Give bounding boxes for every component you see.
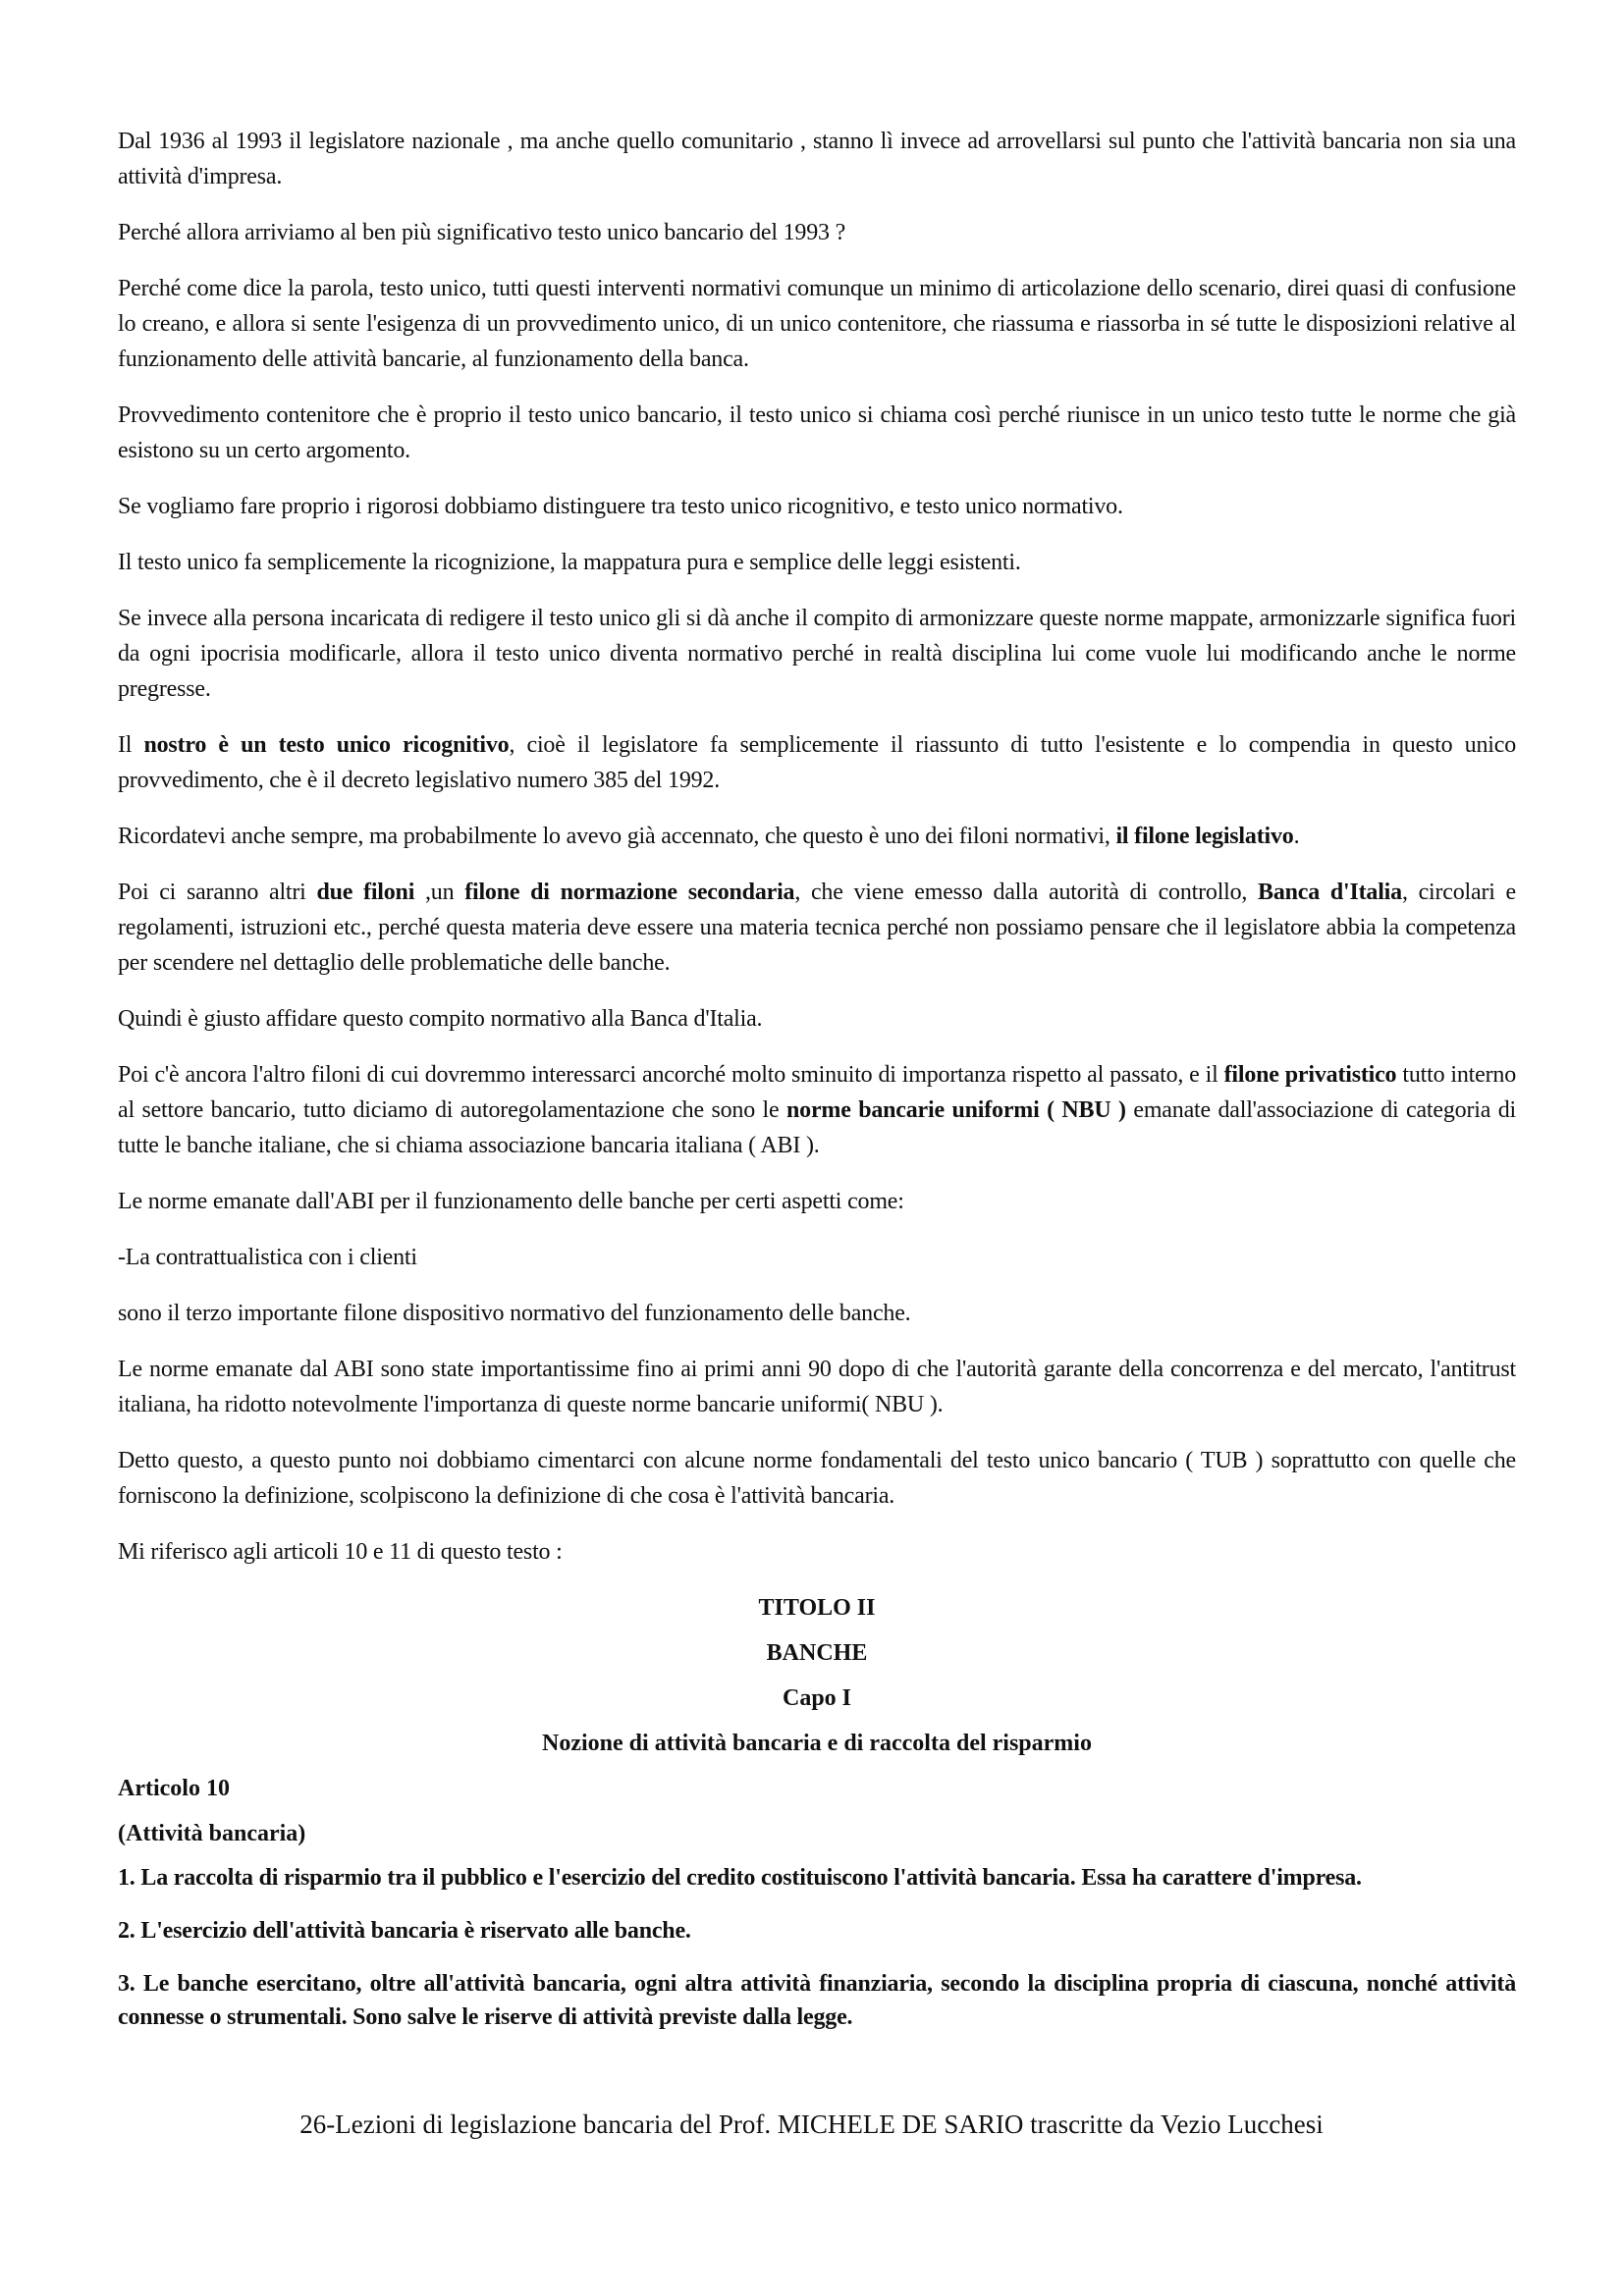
text-run: Perché come dice la parola, testo unico, tutti questi interventi normativi comunque un minimo di articolazione dello scenario, direi quasi di confusione lo creano, e allora si sente l'esigenza di un provvedimento unico, di un unico contenitore, che riassuma e riassorba in sé tutte le disposizioni relative al funzionamento delle attività bancarie, al funzionamento della banca. — [118, 276, 1516, 372]
body-text — [118, 124, 1516, 1570]
article-clause: 2. L'esercizio dell'attività bancaria è riservato alle banche. — [118, 1918, 691, 1944]
article-subtitle: (Attività bancaria) — [118, 1821, 306, 1846]
text-run: Poi c'è ancora l'altro filoni di cui dovremmo interessarci ancorché molto sminuito di importanza rispetto al passato, e il — [118, 1062, 1224, 1088]
text-run: Dal 1936 al 1993 il legislatore nazionale , ma anche quello comunitario , stanno lì invece ad arrovellarsi sul punto che l'attività bancaria non sia una attività d'impresa. — [118, 129, 1516, 189]
article-clause: 1. La raccolta di risparmio tra il pubblico e l'esercizio del credito costituiscono l'attività bancaria. Essa ha carattere d'impresa. — [118, 1865, 1362, 1891]
paragraph — [118, 124, 1516, 194]
paragraph — [118, 727, 1516, 798]
text-run: . — [1293, 824, 1300, 849]
text-run: Le norme emanate dal ABI sono state importantissime fino ai primi anni 90 dopo di che l'autorità garante della concorrenza e del mercato, l'antitrust italiana, ha ridotto notevolmente l'importanza di queste norme bancarie uniformi( NBU ). — [118, 1357, 1516, 1417]
text-run: Quindi è giusto affidare questo compito normativo alla Banca d'Italia. — [118, 1006, 763, 1032]
paragraph — [118, 215, 1516, 250]
paragraph — [118, 1296, 1516, 1331]
text-run: ,un — [414, 880, 465, 905]
bold-text: filone di normazione secondaria — [464, 880, 795, 905]
bold-text: Banca d'Italia — [1258, 880, 1402, 905]
article-title: Articolo 10 — [118, 1776, 230, 1801]
text-run: Ricordatevi anche sempre, ma probabilmente lo avevo già accennato, che questo è uno dei filoni normativi, — [118, 824, 1116, 849]
paragraph — [118, 489, 1516, 524]
heading-capo: Capo I — [782, 1685, 852, 1711]
text-run: Il — [118, 732, 144, 758]
paragraph — [118, 1534, 1516, 1570]
bold-text: nostro è un testo unico ricognitivo — [143, 732, 510, 758]
text-run: Il testo unico fa semplicemente la ricognizione, la mappatura pura e semplice delle leggi esistenti. — [118, 550, 1021, 575]
text-run: sono il terzo importante filone dispositivo normativo del funzionamento delle banche. — [118, 1301, 911, 1326]
paragraph — [118, 1184, 1516, 1219]
paragraph — [118, 819, 1516, 854]
paragraph — [118, 601, 1516, 707]
paragraph — [118, 1057, 1516, 1163]
text-run: Se vogliamo fare proprio i rigorosi dobbiamo distinguere tra testo unico ricognitivo, e testo unico normativo. — [118, 494, 1123, 519]
paragraph — [118, 545, 1516, 580]
bold-text: il filone legislativo — [1115, 824, 1294, 849]
text-run: Mi riferisco agli articoli 10 e 11 di questo testo : — [118, 1539, 563, 1565]
heading-titolo: TITOLO II — [758, 1595, 876, 1621]
text-run: , cioè il legislatore fa semplicemente il riassunto di tutto l'esistente e lo compendia in questo unico provvedimento, che è il decreto legislativo numero 385 del 1992. — [118, 732, 1516, 793]
text-run: , circolari e regolamenti, istruzioni etc., perché questa materia deve essere una materia tecnica perché non possiamo pensare che il legislatore abbia la competenza per scendere nel dettaglio delle problematiche delle banche. — [118, 880, 1516, 976]
paragraph — [118, 1443, 1516, 1514]
text-run: Poi ci saranno altri — [118, 880, 317, 905]
text-run: emanate dall'associazione di categoria di tutte le banche italiane, che si chiama associazione bancaria italiana ( ABI ). — [118, 1097, 1516, 1158]
paragraph — [118, 398, 1516, 468]
document-page — [118, 124, 1516, 2054]
text-run: , che viene emesso dalla autorità di controllo, — [794, 880, 1259, 905]
text-run: Se invece alla persona incaricata di redigere il testo unico gli si dà anche il compito di armonizzare queste norme mappate, armonizzarle significa fuori da ogni ipocrisia modificarle, allora il testo unico diventa normativo perché in realtà disciplina lui come vuole lui modificando anche le norme pregresse. — [118, 606, 1516, 702]
text-run: -La contrattualistica con i clienti — [118, 1245, 417, 1270]
article-clause: 3. Le banche esercitano, oltre all'attività bancaria, ogni altra attività finanziaria, secondo la disciplina propria di ciascuna, nonché attività connesse o strumentali. Sono salve le riserve di attività previste dalla legge. — [118, 1971, 1516, 2030]
paragraph — [118, 875, 1516, 981]
heading-banche: BANCHE — [766, 1640, 868, 1666]
bold-text: norme bancarie uniformi ( NBU ) — [786, 1097, 1126, 1123]
paragraph — [118, 1001, 1516, 1037]
text-run: Provvedimento contenitore che è proprio il testo unico bancario, il testo unico si chiama così perché riunisce in un unico testo tutte le norme che già esistono su un certo argomento. — [118, 402, 1516, 463]
paragraph — [118, 1240, 1516, 1275]
bold-text: filone privatistico — [1223, 1062, 1397, 1088]
text-run: tutto interno al settore bancario, tutto diciamo di autoregolamentazione che sono le — [118, 1062, 1516, 1123]
text-run: Perché allora arriviamo al ben più significativo testo unico bancario del 1993 ? — [118, 220, 846, 245]
page-footer: 26-Lezioni di legislazione bancaria del Prof. MICHELE DE SARIO trascritte da Vezio Lucchesi — [299, 2109, 1324, 2139]
bold-text: due filoni — [316, 880, 415, 905]
text-run: Detto questo, a questo punto noi dobbiamo cimentarci con alcune norme fondamentali del testo unico bancario ( TUB ) soprattutto con quelle che forniscono la definizione, scolpiscono la definizione di che cosa è l'attività bancaria. — [118, 1448, 1516, 1509]
heading-nozione: Nozione di attività bancaria e di raccolta del risparmio — [542, 1731, 1092, 1756]
text-run: Le norme emanate dall'ABI per il funzionamento delle banche per certi aspetti come: — [118, 1189, 904, 1214]
paragraph — [118, 1352, 1516, 1422]
paragraph — [118, 271, 1516, 377]
